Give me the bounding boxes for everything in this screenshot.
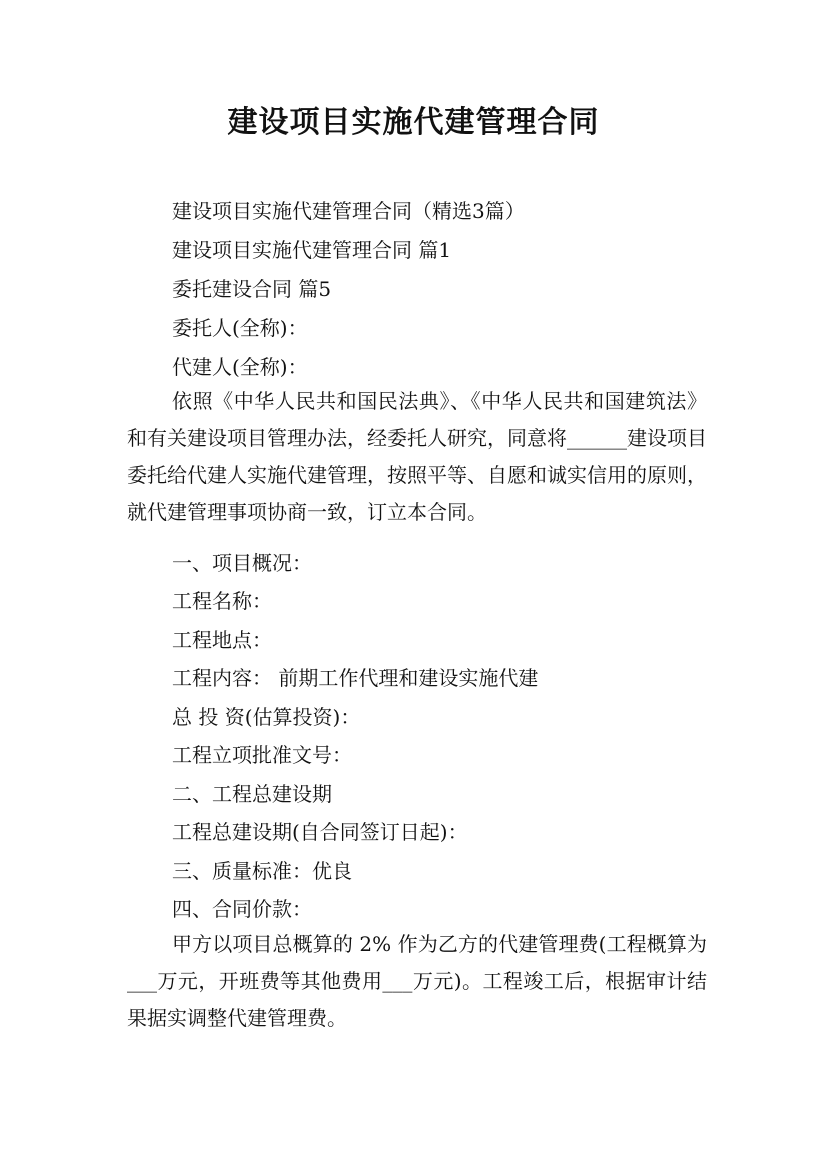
contract-subheading-line: 委托建设合同 篇5 — [172, 277, 332, 301]
document-title: 建设项目实施代建管理合同 — [227, 105, 600, 140]
intro-paragraph: 依照《中华人民共和国民法典》、《中华人民共和国建筑法》和有关建设项目管理办法，经委托人研究，同意将______建设项目委托给代建人实施代建管理，按照平等、自愿和诚实信用的原则，就代建管理事项协商一致，订立本合同。 — [127, 389, 707, 524]
construction-period-line: 工程总建设期(自合同签订日起)： — [172, 820, 468, 844]
section-contract-price: 四、合同价款： — [172, 897, 312, 921]
section-project-overview: 一、项目概况： — [172, 551, 312, 575]
principal-line: 委托人(全称)： — [172, 316, 308, 340]
section-construction-period: 二、工程总建设期 — [172, 782, 332, 806]
approval-number-line: 工程立项批准文号： — [172, 743, 352, 767]
project-location-line: 工程地点： — [172, 628, 272, 652]
project-content-line: 工程内容： 前期工作代理和建设实施代建 — [172, 666, 539, 690]
section-quality-standard: 三、质量标准：优良 — [172, 859, 352, 883]
total-investment-line: 总 投 资(估算投资)： — [172, 705, 361, 729]
section-heading-line: 建设项目实施代建管理合同 篇1 — [172, 238, 452, 262]
project-name-line: 工程名称： — [172, 589, 272, 613]
agent-line: 代建人(全称)： — [172, 355, 308, 379]
subtitle-line: 建设项目实施代建管理合同（精选3篇） — [172, 199, 525, 223]
management-fee-paragraph: 甲方以项目总概算的 2% 作为乙方的代建管理费(工程概算为___万元，开班费等其他费用___万元)。工程竣工后，根据审计结果据实调整代建管理费。 — [127, 932, 707, 1030]
